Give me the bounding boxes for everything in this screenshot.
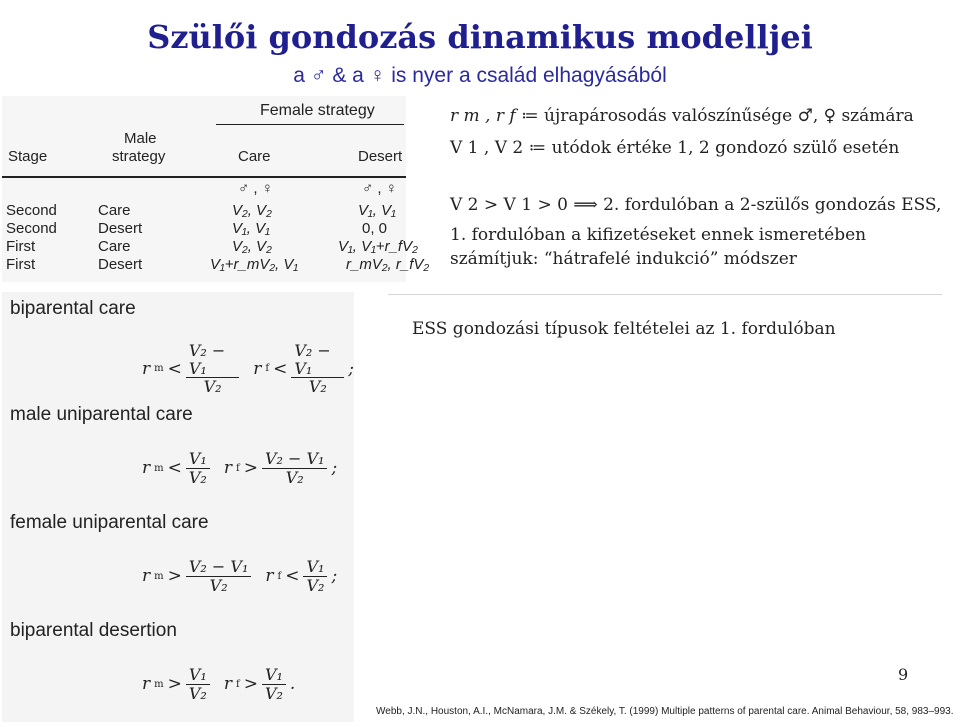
definition-remating xyxy=(450,106,914,126)
fraction xyxy=(262,450,328,486)
terminator: . xyxy=(289,674,296,695)
page-number: 9 xyxy=(898,665,909,684)
fraction xyxy=(262,666,286,702)
female-inequality: r f > $\frac{\text{V₁}}{\text{V₂}}$ . xyxy=(223,665,296,703)
numerator: V₂ − V₁ xyxy=(186,558,252,577)
payoff-table xyxy=(2,96,430,282)
fraction xyxy=(186,558,252,594)
terminator: ; xyxy=(331,458,338,479)
denominator: V₂ xyxy=(209,575,228,595)
definition-offspring-value xyxy=(450,138,899,158)
fraction xyxy=(303,558,327,594)
operator: < xyxy=(167,358,182,379)
condition-inequalities xyxy=(142,342,354,396)
operator: > xyxy=(243,458,258,479)
male-header-2: strategy xyxy=(112,148,166,165)
row-care: V₁+r_mV₂, V₁ xyxy=(210,256,299,273)
denominator: V₂ xyxy=(264,683,283,703)
operator: > xyxy=(167,674,182,695)
slide-subtitle: a ♂ & a ♀ is nyer a család elhagyásából xyxy=(293,64,667,87)
numerator: V₁ xyxy=(186,450,210,469)
fraction xyxy=(186,342,239,396)
operator: < xyxy=(285,566,300,587)
male-header-1: Male xyxy=(124,130,157,147)
ess-statement-line1: V 2 > V 1 > 0 ⟹ 2. fordulóban a 2-szülős gondozás ESS, xyxy=(450,195,942,215)
fraction xyxy=(186,450,210,486)
male-inequality: r m < $\frac{\text{V₂ − V₁}}{\text{V₂}}$ xyxy=(142,342,239,396)
row-male: Care xyxy=(98,238,131,255)
row-care: V₂, V₂ xyxy=(232,238,272,255)
value-symbols: V 1 , V 2 xyxy=(450,138,524,158)
operator: < xyxy=(167,458,182,479)
condition-inequalities xyxy=(142,666,295,702)
reference-citation: Webb, J.N., Houston, A.I., McNamara, J.M. & Székely, T. (1999) Multiple patterns of parental care. Animal Behaviour, 58, 983–993. xyxy=(376,706,954,717)
condition-heading: biparental care xyxy=(10,298,136,319)
denominator: V₂ xyxy=(308,377,327,397)
row-stage: Second xyxy=(6,202,57,219)
operator: > xyxy=(243,674,258,695)
denominator: V₂ xyxy=(188,467,207,487)
value-definition: ≔ utódok értéke 1, 2 gondozó szülő esetén xyxy=(528,138,900,158)
condition-inequalities xyxy=(142,558,337,594)
fraction xyxy=(186,666,210,702)
desert-header: Desert xyxy=(358,148,403,165)
terminator: ; xyxy=(348,358,354,379)
condition-heading: female uniparental care xyxy=(10,512,209,533)
remating-symbols: r m , r f xyxy=(450,106,516,126)
male-inequality: r m < $\frac{\text{V₁}}{\text{V₂}}$ xyxy=(142,450,210,486)
denominator: V₂ xyxy=(285,467,304,487)
condition-heading: biparental desertion xyxy=(10,620,177,641)
section-divider xyxy=(388,294,942,295)
female-strategy-header: Female strategy xyxy=(260,102,375,119)
slide-title: Szülői gondozás dinamikus modelljei xyxy=(147,18,813,56)
ess-conditions-title: ESS gondozási típusok feltételei az 1. fordulóban xyxy=(412,319,836,339)
condition-inequalities xyxy=(142,450,337,486)
fraction xyxy=(291,342,344,396)
female-inequality: r f > $\frac{\text{V₂ − V₁}}{\text{V₂}}$ ; xyxy=(223,449,338,487)
row-male: Desert xyxy=(98,256,143,273)
male-inequality: r m > $\frac{\text{V₁}}{\text{V₂}}$ xyxy=(142,666,210,702)
female-inequality: r f < $\frac{\text{V₂ − V₁}}{\text{V₂}}$ ; xyxy=(253,341,354,397)
row-care: V₁, V₁ xyxy=(232,220,270,237)
denominator: V₂ xyxy=(188,683,207,703)
row-care: V₂, V₂ xyxy=(232,202,272,219)
row-desert: V₁, V₁+r_fV₂ xyxy=(338,238,418,255)
denominator: V₂ xyxy=(203,377,222,397)
numerator: V₁ xyxy=(303,558,327,577)
row-male: Desert xyxy=(98,220,143,237)
row-desert: r_mV₂, r_fV₂ xyxy=(346,256,430,273)
row-stage: Second xyxy=(6,220,57,237)
row-male: Care xyxy=(98,202,131,219)
operator: < xyxy=(273,358,288,379)
row-stage: First xyxy=(6,238,36,255)
remating-definition: ≔ újrapárosodás valószínűsége ♂, ♀ számára xyxy=(521,106,914,126)
numerator: V₂ − V₁ xyxy=(262,450,328,469)
numerator: V₂ − V₁ xyxy=(291,342,344,378)
numerator: V₁ xyxy=(186,666,210,685)
numerator: V₂ − V₁ xyxy=(186,342,239,378)
ess-conditions-panel xyxy=(2,292,354,722)
sex-symbols-care: ♂ , ♀ xyxy=(238,180,274,197)
male-inequality: r m > $\frac{\text{V₂ − V₁}}{\text{V₂}}$ xyxy=(142,558,251,594)
female-inequality: r f < $\frac{\text{V₁}}{\text{V₂}}$ ; xyxy=(265,557,338,595)
terminator: ; xyxy=(331,566,338,587)
row-desert: 0, 0 xyxy=(362,220,388,237)
operator: > xyxy=(167,566,182,587)
denominator: V₂ xyxy=(306,575,325,595)
condition-heading: male uniparental care xyxy=(10,404,193,425)
row-stage: First xyxy=(6,256,36,273)
numerator: V₁ xyxy=(262,666,286,685)
header-rule xyxy=(2,176,406,178)
stage-header: Stage xyxy=(8,148,48,165)
header-underline xyxy=(216,124,404,125)
row-desert: V₁, V₁ xyxy=(358,202,396,219)
ess-statement-line2: 1. fordulóban a kifizetéseket ennek ismeretében számítjuk: “hátrafelé indukció” módszer xyxy=(450,225,867,269)
sex-symbols-desert: ♂ , ♀ xyxy=(362,180,398,197)
care-header: Care xyxy=(238,148,271,165)
